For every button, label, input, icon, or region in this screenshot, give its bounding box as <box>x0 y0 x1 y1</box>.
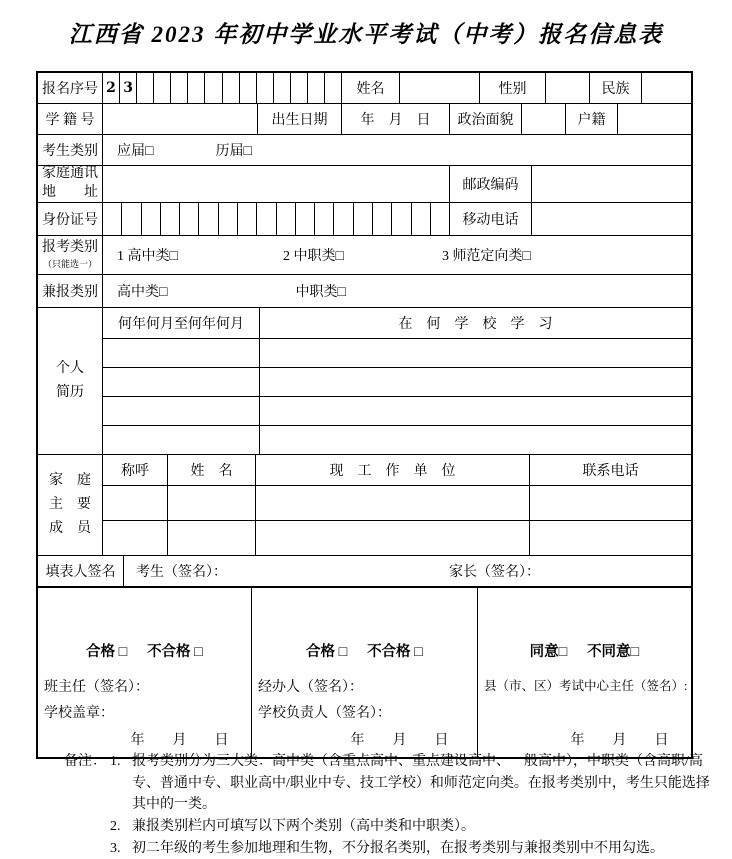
name-label: 姓名 <box>341 73 399 103</box>
teacher-approval-options <box>38 640 251 661</box>
history-school-header: 在 何 学 校 学 习 <box>259 308 691 338</box>
residence-input-cell[interactable] <box>617 104 691 134</box>
digit-box[interactable]: 3 <box>119 73 136 103</box>
family-name-header: 姓 名 <box>167 455 255 485</box>
gender-label: 性别 <box>479 73 545 103</box>
note-item-2: 2. 兼报类别栏内可填写以下两个类别（高中类和中职类）。 <box>110 819 475 835</box>
form-table <box>36 71 693 759</box>
option-concurrent-vocational[interactable]: 中职类□ <box>295 285 346 300</box>
family-name-cell[interactable] <box>167 486 255 520</box>
history-row-1 <box>103 339 691 368</box>
digit-box[interactable] <box>187 73 204 103</box>
digit-box[interactable] <box>218 203 237 235</box>
signature-label: 填表人签名 <box>45 565 116 580</box>
family-member-row-1 <box>103 486 691 521</box>
school-approval-options <box>252 640 477 661</box>
center-approval-options <box>478 640 691 661</box>
option-qualified[interactable]: 合格 □ <box>86 644 128 660</box>
digit-box[interactable]: 2 <box>106 80 116 96</box>
ethnicity-label: 民族 <box>589 73 641 103</box>
personal-history-section <box>38 308 691 455</box>
student-signature-label[interactable]: 考生（签名）： <box>136 565 227 580</box>
political-input-cell[interactable] <box>521 104 565 134</box>
digit-box[interactable] <box>333 203 352 235</box>
digit-box[interactable] <box>198 203 217 235</box>
option-vocational[interactable]: 2 中职类□ <box>282 249 344 264</box>
history-period-cell[interactable] <box>103 397 259 425</box>
digit-box[interactable] <box>237 203 256 235</box>
option-not-qualified[interactable]: 不合格 □ <box>367 644 423 660</box>
center-date[interactable]: 年 月 日 <box>570 733 669 748</box>
digit-box[interactable] <box>179 203 198 235</box>
digit-box[interactable] <box>314 203 333 235</box>
row-id-number <box>38 203 691 236</box>
history-row-3 <box>103 397 691 426</box>
digit-box[interactable] <box>121 203 140 235</box>
reg-number-boxes <box>102 73 341 103</box>
digit-box[interactable] <box>430 203 449 235</box>
digit-box[interactable] <box>222 73 239 103</box>
family-members-section <box>38 455 691 556</box>
family-phone-header: 联系电话 <box>529 455 691 485</box>
option-high-school[interactable]: 1 高中类□ <box>117 249 178 264</box>
political-label: 政治面貌 <box>449 104 521 134</box>
center-approval-column <box>477 588 691 757</box>
digit-box[interactable] <box>239 73 256 103</box>
family-relation-header: 称呼 <box>121 464 149 479</box>
digit-box[interactable] <box>256 203 275 235</box>
digit-box[interactable] <box>204 73 221 103</box>
concurrent-category-label: 兼报类别 <box>42 285 98 300</box>
student-id-label: 学 籍 号 <box>45 113 95 128</box>
personal-history-label: 个人 简历 <box>56 361 84 400</box>
school-approval-column <box>251 588 477 757</box>
family-workplace-cell[interactable] <box>255 521 529 555</box>
handler-signature-label[interactable]: 经办人（签名）： <box>258 680 363 695</box>
family-name-cell[interactable] <box>167 521 255 555</box>
row-apply-category <box>38 236 691 275</box>
row-student-id <box>38 104 691 135</box>
digit-box[interactable] <box>276 203 295 235</box>
digit-box[interactable] <box>273 73 290 103</box>
student-id-input-cell[interactable] <box>102 104 257 134</box>
digit-box[interactable] <box>295 203 314 235</box>
family-workplace-header: 现 工 作 单 位 <box>255 455 529 485</box>
apply-category-options <box>102 236 691 274</box>
family-member-row-2 <box>103 521 691 555</box>
family-relation-cell[interactable] <box>103 486 167 520</box>
history-period-header: 何年何月至何年何月 <box>118 317 244 332</box>
id-number-boxes <box>102 203 449 235</box>
note-item-1: 备注： 1. 报考类别分为三大类：高中类（含重点高中、重点建设高中、一般高中），中职类（含高职/高专、普通中专、职业高中/职业中专、技工学校）和师范定向类。在报考类别中，考生只能选择其中的一类。 <box>64 751 714 816</box>
option-concurrent-high-school[interactable]: 高中类□ <box>117 285 168 300</box>
history-period-cell[interactable] <box>103 368 259 396</box>
history-period-cell[interactable] <box>103 339 259 367</box>
school-head-signature-label[interactable]: 学校负责人（签名）： <box>258 706 391 721</box>
history-row-2 <box>103 368 691 397</box>
parent-signature-label[interactable]: 家长（签名）： <box>449 565 540 580</box>
address-label: 家庭通讯 地 址 <box>42 166 98 200</box>
birth-label: 出生日期 <box>257 104 341 134</box>
history-school-cell[interactable] <box>259 339 691 367</box>
digit-box[interactable] <box>153 73 170 103</box>
option-qualified[interactable]: 合格 □ <box>306 644 348 660</box>
digit-box[interactable] <box>411 203 430 235</box>
postal-label: 邮政编码 <box>449 166 531 202</box>
row-candidate-type <box>38 135 691 166</box>
history-row-4 <box>103 426 691 454</box>
digit-box[interactable] <box>391 203 410 235</box>
history-school-cell[interactable] <box>259 368 691 396</box>
approval-section <box>38 588 691 757</box>
school-seal-label[interactable]: 学校盖章： <box>44 706 114 721</box>
concurrent-category-options <box>102 275 691 307</box>
digit-box[interactable] <box>136 73 153 103</box>
head-teacher-signature-label[interactable]: 班主任（签名）： <box>44 680 149 695</box>
option-former-graduate[interactable]: 历届□ <box>215 144 252 159</box>
family-members-label: 家 庭 主 要 成 员 <box>49 473 91 536</box>
candidate-type-options <box>102 135 691 165</box>
form-title: 江西省 2023 年初中学业水平考试（中考）报名信息表 <box>68 22 664 47</box>
mobile-input-cell[interactable] <box>531 203 691 235</box>
digit-box[interactable] <box>307 73 324 103</box>
option-current-graduate[interactable]: 应届□ <box>117 144 154 159</box>
row-registration <box>38 73 691 104</box>
candidate-type-label: 考生类别 <box>42 144 98 159</box>
option-disagree[interactable]: 不同意□ <box>587 644 640 660</box>
history-school-cell[interactable] <box>259 397 691 425</box>
digit-box[interactable] <box>103 203 121 235</box>
digit-box[interactable] <box>324 73 341 103</box>
teacher-date[interactable]: 年 月 日 <box>130 733 229 748</box>
option-not-qualified[interactable]: 不合格 □ <box>147 644 203 660</box>
digit-box[interactable] <box>170 73 187 103</box>
digit-box[interactable] <box>290 73 307 103</box>
id-number-label: 身份证号 <box>42 213 98 228</box>
residence-label: 户籍 <box>565 104 617 134</box>
notes-block <box>64 751 714 859</box>
personal-history-header <box>103 308 691 339</box>
name-input-cell[interactable] <box>399 73 479 103</box>
mobile-label: 移动电话 <box>449 203 531 235</box>
family-phone-cell[interactable] <box>529 486 691 520</box>
family-members-header <box>103 455 691 486</box>
address-input-cell[interactable] <box>102 166 449 202</box>
family-relation-cell[interactable] <box>103 521 167 555</box>
note-item-3: 3. 初二年级的考生参加地理和生物，不分报名类别，在报考类别与兼报类别中不用勾选。 <box>110 840 664 856</box>
apply-category-label: 报考类别 （只能选一） <box>42 240 98 270</box>
postal-input-cell[interactable] <box>531 166 691 202</box>
teacher-approval-column <box>38 588 251 757</box>
row-concurrent-category <box>38 275 691 308</box>
signature-row <box>38 556 691 588</box>
digit-box[interactable] <box>353 203 372 235</box>
digit-box[interactable] <box>256 73 273 103</box>
school-date[interactable]: 年 月 日 <box>350 733 449 748</box>
row-address <box>38 166 691 203</box>
reg-number-label: 报名序号 <box>42 82 98 97</box>
notes-prefix: 备注： <box>64 754 106 769</box>
family-phone-cell[interactable] <box>529 521 691 555</box>
birth-value-cell[interactable]: 年 月 日 <box>341 104 449 134</box>
digit-box[interactable] <box>372 203 391 235</box>
ethnicity-input-cell[interactable] <box>641 73 691 103</box>
option-normal-directed[interactable]: 3 师范定向类□ <box>441 249 531 264</box>
option-agree[interactable]: 同意□ <box>529 644 568 660</box>
signature-content <box>123 556 691 586</box>
form-page <box>0 16 732 856</box>
digit-box[interactable] <box>160 203 179 235</box>
history-period-cell[interactable] <box>103 426 259 454</box>
gender-input-cell[interactable] <box>545 73 589 103</box>
digit-box[interactable] <box>141 203 160 235</box>
family-workplace-cell[interactable] <box>255 486 529 520</box>
history-school-cell[interactable] <box>259 426 691 454</box>
center-director-signature-label[interactable]: 县（市、区）考试中心主任（签名）: <box>484 679 688 693</box>
